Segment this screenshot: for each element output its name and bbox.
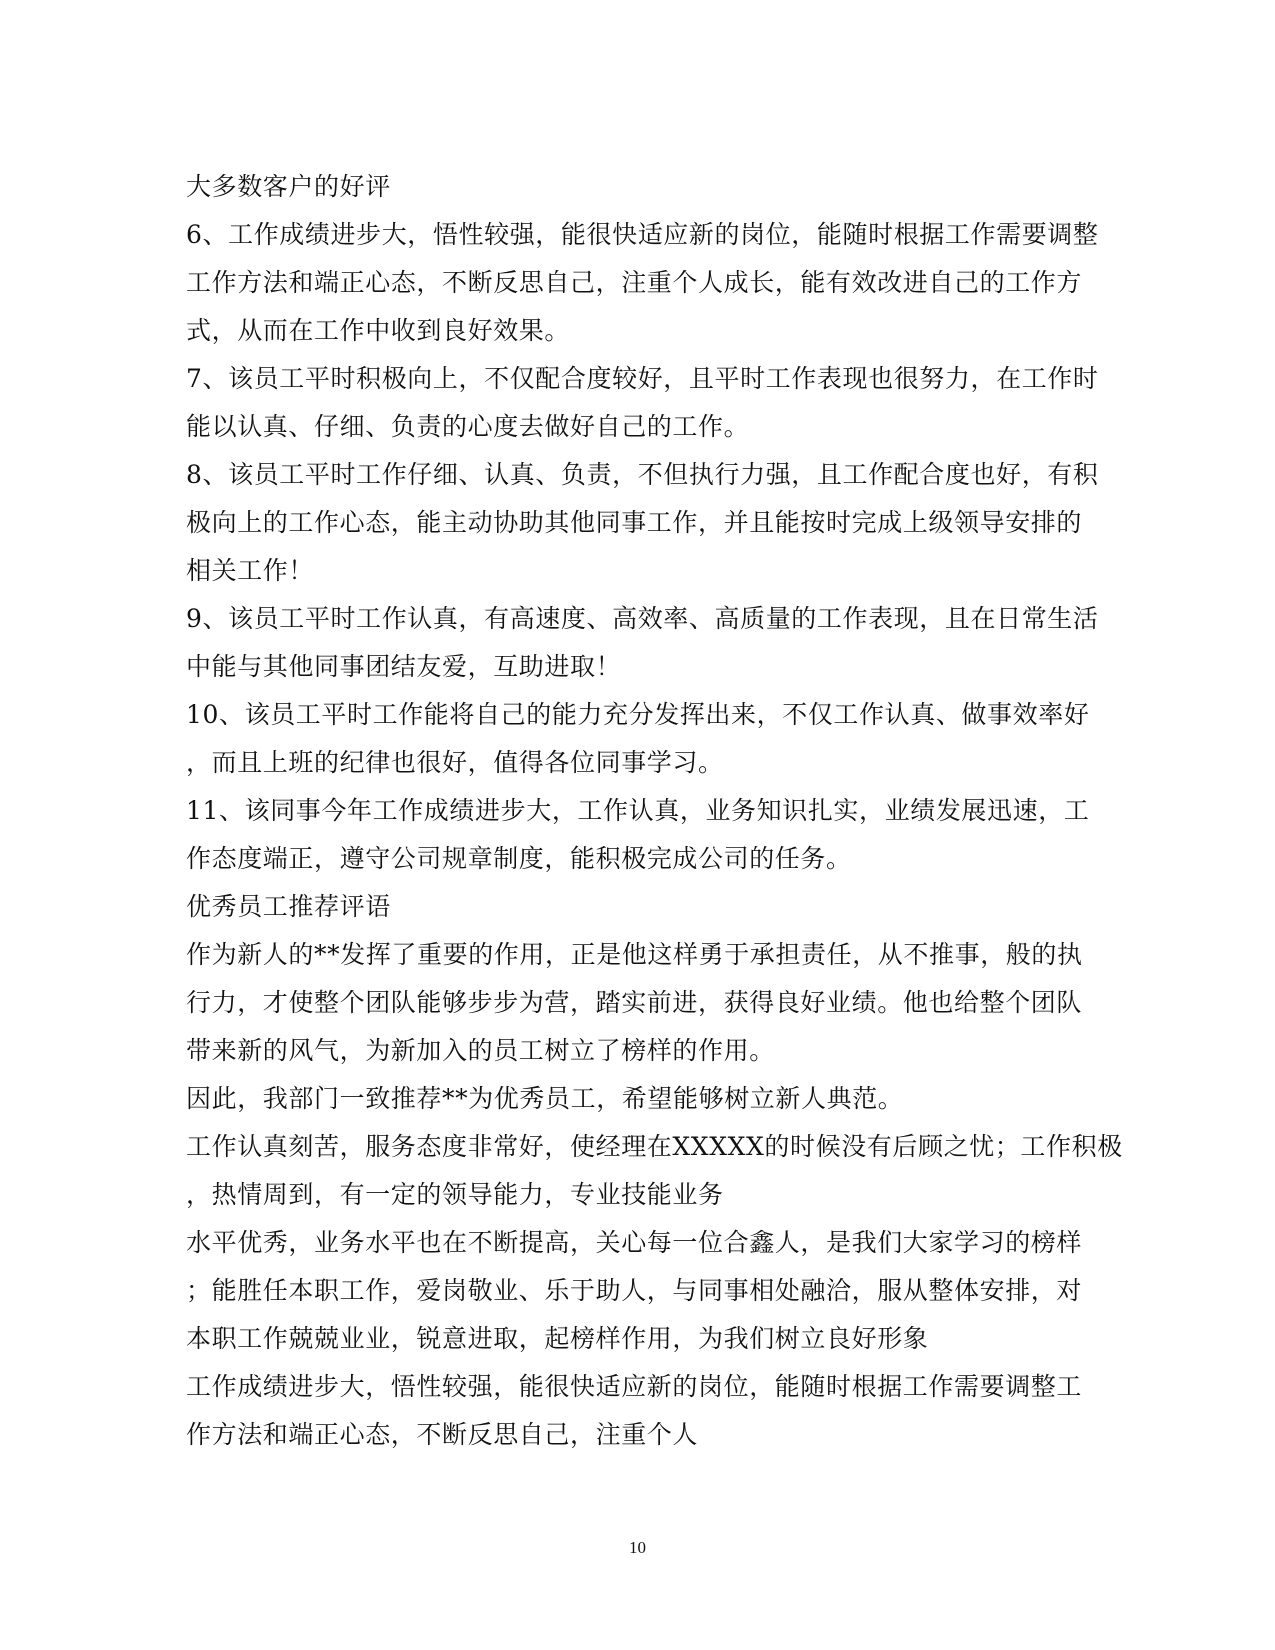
text-line: 大多数客户的好评 bbox=[186, 172, 391, 201]
text-line: 极向上的工作心态，能主动协助其他同事工作，并且能按时完成上级领导安排的 bbox=[186, 508, 1083, 537]
text-line: 7、该员工平时积极向上，不仅配合度较好，且平时工作表现也很努力，在工作时 bbox=[186, 364, 1099, 393]
text-line: ，热情周到，有一定的领导能力，专业技能业务 bbox=[186, 1180, 724, 1209]
text-line: 行力，才使整个团队能够步步为营，踏实前进，获得良好业绩。他也给整个团队 bbox=[186, 988, 1083, 1017]
text-line: 10、该员工平时工作能将自己的能力充分发挥出来，不仅工作认真、做事效率好 bbox=[186, 700, 1090, 729]
text-line: 工作成绩进步大，悟性较强，能很快适应新的岗位，能随时根据工作需要调整工 bbox=[186, 1372, 1083, 1401]
text-line: 因此，我部门一致推荐**为优秀员工，希望能够树立新人典范。 bbox=[186, 1084, 904, 1113]
text-line: 作方法和端正心态，不断反思自己，注重个人 bbox=[186, 1420, 699, 1449]
text-line: 9、该员工平时工作认真，有高速度、高效率、高质量的工作表现，且在日常生活 bbox=[186, 604, 1099, 633]
text-line: 本职工作兢兢业业，锐意进取，起榜样作用，为我们树立良好形象 bbox=[186, 1324, 929, 1353]
text-line: 相关工作！ bbox=[186, 556, 315, 585]
text-line: 带来新的风气，为新加入的员工树立了榜样的作用。 bbox=[186, 1036, 775, 1065]
text-line: 6、工作成绩进步大，悟性较强，能很快适应新的岗位，能随时根据工作需要调整 bbox=[186, 220, 1099, 249]
text-line: 作为新人的**发挥了重要的作用，正是他这样勇于承担责任，从不推事，般的执 bbox=[186, 940, 1083, 969]
text-line: 作态度端正，遵守公司规章制度，能积极完成公司的任务。 bbox=[186, 844, 852, 873]
text-line: 8、该员工平时工作仔细、认真、负责，不但执行力强，且工作配合度也好，有积 bbox=[186, 460, 1099, 489]
text-line: 11、该同事今年工作成绩进步大，工作认真，业务知识扎实，业绩发展迅速，工 bbox=[186, 796, 1090, 825]
text-line: ；能胜任本职工作，爱岗敬业、乐于助人，与同事相处融洽，服从整体安排，对 bbox=[186, 1276, 1083, 1305]
page-number: 10 bbox=[629, 1538, 646, 1557]
text-line: 工作认真刻苦，服务态度非常好，使经理在XXXXX的时候没有后顾之忧；工作积极 bbox=[186, 1132, 1123, 1161]
text-line: 工作方法和端正心态，不断反思自己，注重个人成长，能有效改进自己的工作方 bbox=[186, 268, 1083, 297]
text-line: 式，从而在工作中收到良好效果。 bbox=[186, 316, 571, 345]
text-line: 水平优秀，业务水平也在不断提高，关心每一位合鑫人，是我们大家学习的榜样 bbox=[186, 1228, 1083, 1257]
section-heading: 优秀员工推荐评语 bbox=[186, 892, 391, 921]
body-text bbox=[186, 163, 1123, 1459]
text-line: 中能与其他同事团结友爱，互助进取！ bbox=[186, 652, 622, 681]
text-line: 能以认真、仔细、负责的心度去做好自己的工作。 bbox=[186, 412, 750, 441]
text-line: ，而且上班的纪律也很好，值得各位同事学习。 bbox=[186, 748, 724, 777]
